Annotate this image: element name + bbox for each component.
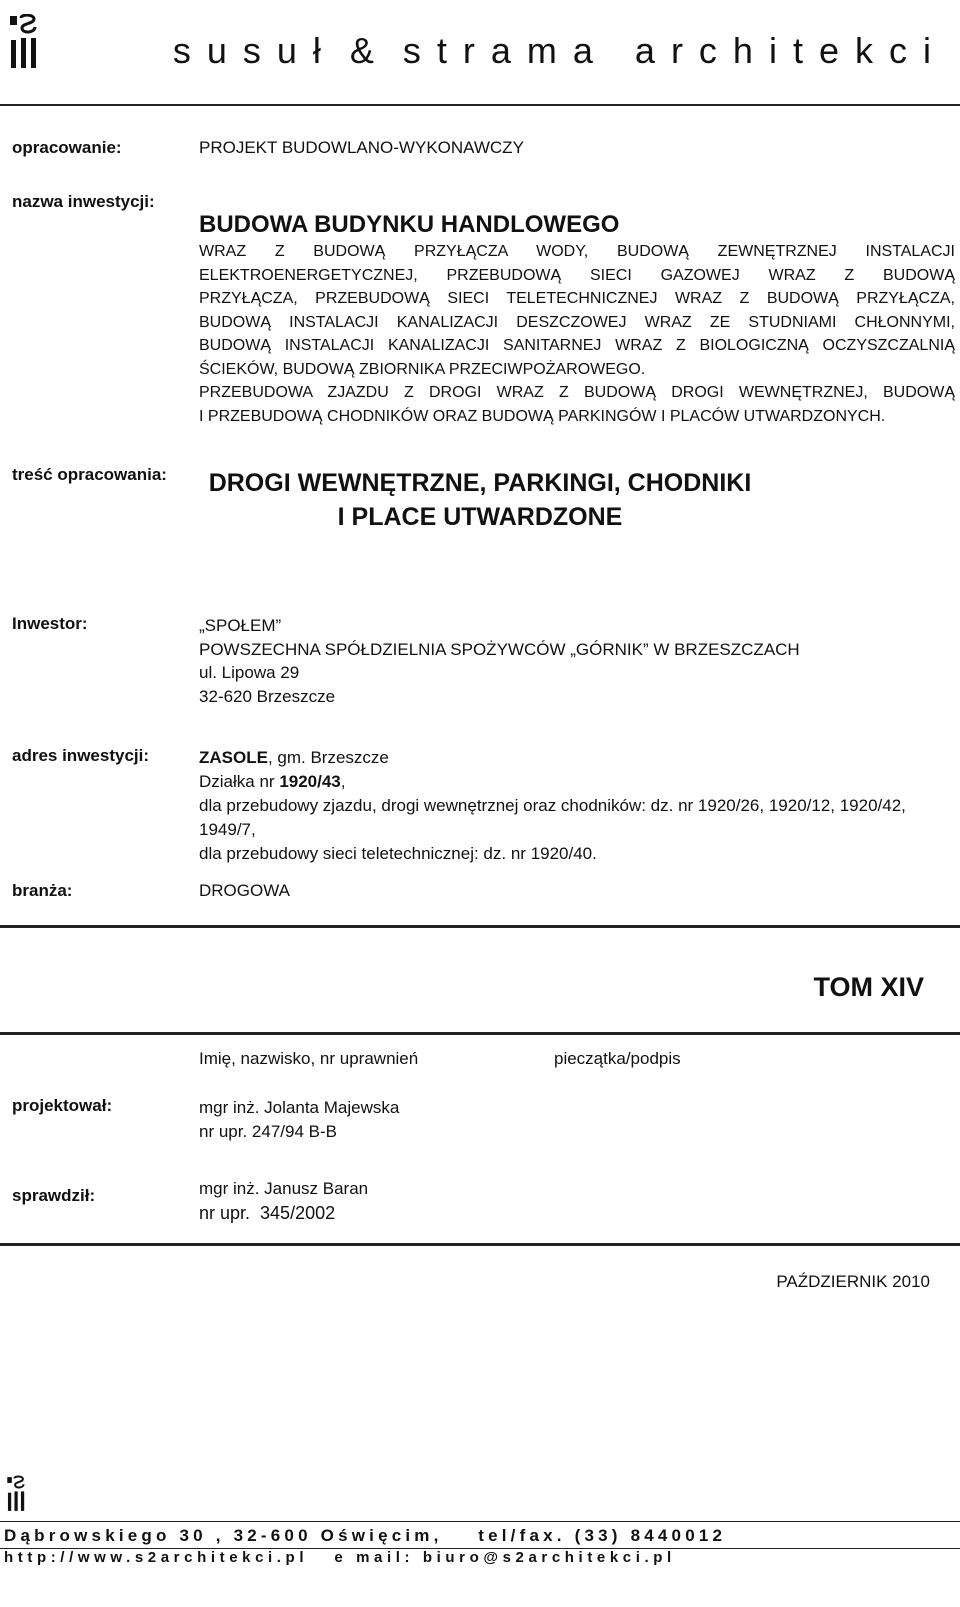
footer-logo xyxy=(6,1472,32,1516)
desc-line: I PRZEBUDOWĄ CHODNIKÓW ORAZ BUDOWĄ PARKINGÓW I PLACÓW UTWARDZONYCH. xyxy=(199,407,886,425)
adres-block xyxy=(199,746,906,866)
sprawdzil-label: sprawdził: xyxy=(12,1186,96,1205)
inwestor-line: 32-620 Brzeszcze xyxy=(199,686,336,706)
adres-line-2 xyxy=(199,770,906,794)
opracowanie-label: opracowanie: xyxy=(12,138,122,157)
projektowal-block xyxy=(199,1096,399,1143)
tom-label: TOM XIV xyxy=(813,972,924,1002)
adres-line-5: dla przebudowy sieci teletechnicznej: dz. nr 1920/40. xyxy=(199,844,597,863)
inwestor-block xyxy=(199,614,800,708)
company-logo xyxy=(8,14,48,70)
dzialka-suffix: , xyxy=(340,772,346,791)
tresc-label: treść opracowania: xyxy=(12,465,167,484)
section-rule-3 xyxy=(0,1243,960,1246)
branza-value: DROGOWA xyxy=(199,881,290,900)
sig-col-stamp: pieczątka/podpis xyxy=(554,1049,681,1068)
adres-line-1 xyxy=(199,746,906,770)
tresc-line-2: I PLACE UTWARDZONE xyxy=(337,503,623,531)
company-name: s u s u ł & s t r a m a a r c h i t e k c i xyxy=(172,30,934,71)
footer-address: Dąbrowskiego 30 , 32-600 Oświęcim, tel/fax. (33) 8440012 xyxy=(4,1526,727,1545)
dzialka-prefix: Działka nr xyxy=(199,772,280,791)
branza-label: branża: xyxy=(12,881,73,900)
document-date: PAŹDZIERNIK 2010 xyxy=(776,1272,930,1291)
tresc-line-1: DROGI WEWNĘTRZNE, PARKINGI, CHODNIKI xyxy=(208,469,752,497)
desc-line: WRAZ Z BUDOWĄ PRZYŁĄCZA WODY, BUDOWĄ ZEWNĘTRZNEJ INSTALACJI xyxy=(199,243,955,260)
sprawdzil-upr: nr upr. 345/2002 xyxy=(199,1203,336,1223)
nazwa-label: nazwa inwestycji: xyxy=(12,192,155,211)
desc-line: PRZYŁĄCZA, PRZEBUDOWĄ SIECI TELETECHNICZNEJ WRAZ Z BUDOWĄ PRZYŁĄCZA, xyxy=(199,290,955,307)
inwestor-line: POWSZECHNA SPÓŁDZIELNIA SPOŻYWCÓW „GÓRNIK” W BRZESZCZACH xyxy=(199,639,800,659)
section-rule-2 xyxy=(0,1032,960,1035)
inwestor-line: ul. Lipowa 29 xyxy=(199,663,300,682)
adres-place: ZASOLE xyxy=(199,748,268,767)
adres-gmina: , gm. Brzeszcze xyxy=(267,748,389,767)
desc-line: BUDOWĄ INSTALACJI KANALIZACJI SANITARNEJ WRAZ Z BIOLOGICZNĄ OCZYSZCZALNIĄ xyxy=(199,337,955,354)
investment-title: BUDOWA BUDYNKU HANDLOWEGO xyxy=(199,211,620,238)
inwestor-line: „SPOŁEM” xyxy=(199,616,282,635)
projektowal-name: mgr inż. Jolanta Majewska xyxy=(199,1098,400,1117)
section-rule-1 xyxy=(0,925,960,928)
projektowal-upr: nr upr. 247/94 B-B xyxy=(199,1121,337,1141)
adres-label: adres inwestycji: xyxy=(12,746,150,765)
projektowal-label: projektował: xyxy=(12,1096,113,1115)
header-rule xyxy=(0,104,960,106)
desc-line: BUDOWĄ INSTALACJI KANALIZACJI DESZCZOWEJ WRAZ ZE STUDNIAMI CHŁONNYMI, xyxy=(199,313,955,331)
sig-col-name: Imię, nazwisko, nr uprawnień xyxy=(199,1049,419,1068)
desc-line: ELEKTROENERGETYCZNEJ, PRZEBUDOWĄ SIECI GAZOWEJ WRAZ Z BUDOWĄ xyxy=(199,266,955,284)
sprawdzil-name: mgr inż. Janusz Baran xyxy=(199,1179,369,1198)
adres-line-4: 1949/7, xyxy=(199,820,256,839)
dzialka-number: 1920/43 xyxy=(279,772,341,791)
desc-line: ŚCIEKÓW, BUDOWĄ ZBIORNIKA PRZECIWPOŻAROWEGO. xyxy=(199,360,646,378)
footer-top-rule xyxy=(0,1521,960,1522)
sprawdzil-block xyxy=(199,1177,368,1225)
inwestor-label: Inwestor: xyxy=(12,614,88,633)
footer-web: http://www.s2architekci.pl e mail: biuro@s2architekci.pl xyxy=(4,1549,676,1566)
desc-line: PRZEBUDOWA ZJAZDU Z DROGI WRAZ Z BUDOWĄ DROGI WEWNĘTRZNEJ, BUDOWĄ xyxy=(199,384,955,401)
tresc-title xyxy=(200,466,760,534)
opracowanie-value: PROJEKT BUDOWLANO-WYKONAWCZY xyxy=(199,138,524,157)
investment-description xyxy=(199,240,955,428)
adres-line-3: dla przebudowy zjazdu, drogi wewnętrznej oraz chodników: dz. nr 1920/26, 1920/12, 1920/42, xyxy=(199,796,906,815)
